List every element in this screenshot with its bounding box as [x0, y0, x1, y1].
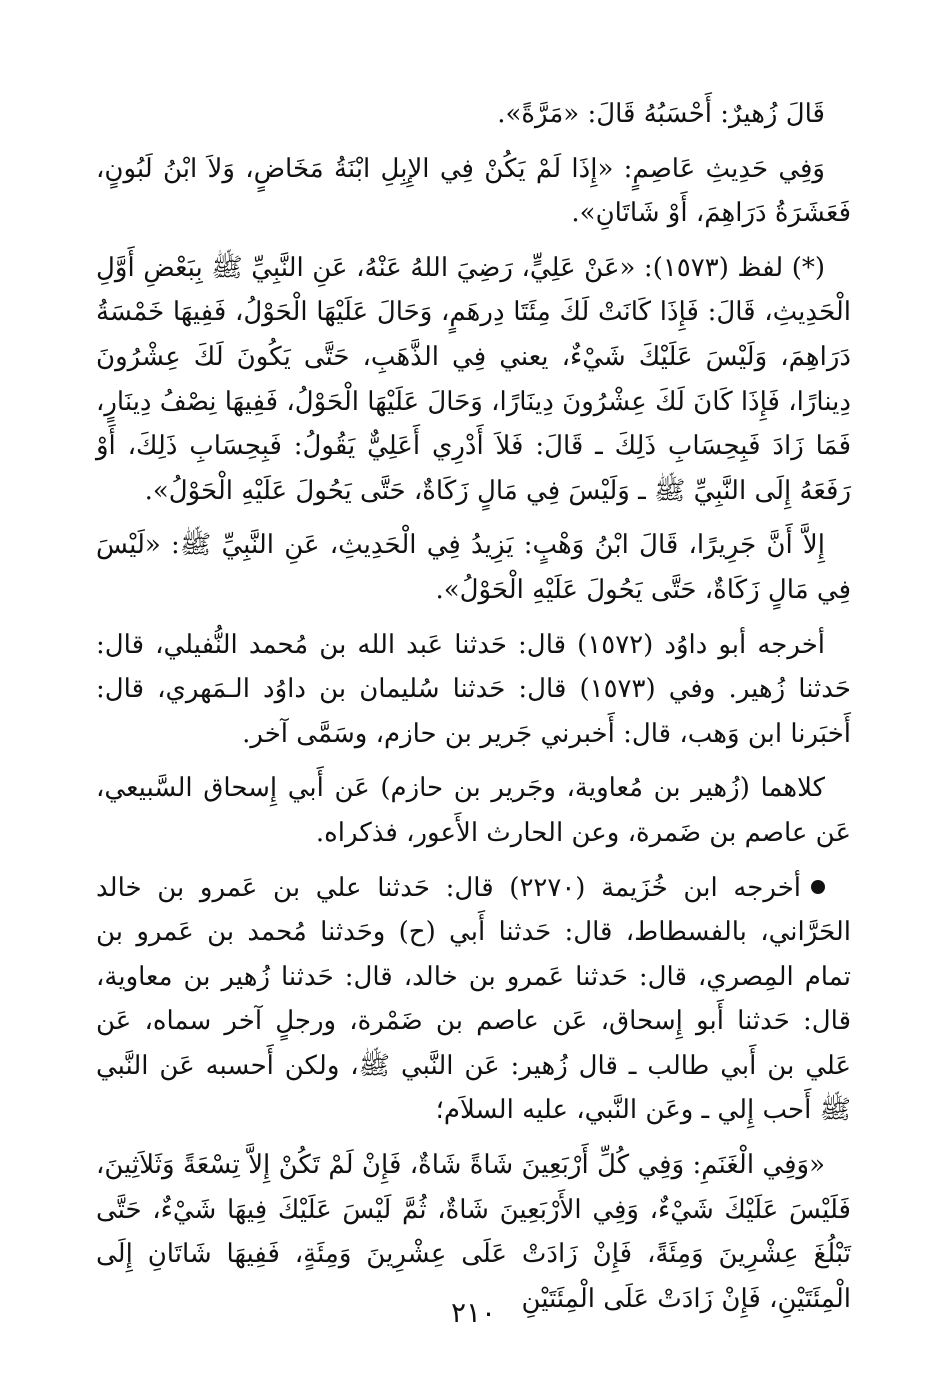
- paragraph-ibn-khuzaymah-text: أخرجه ابن خُزَيمة (٢٢٧٠) قال: حَدثنا علي بن عَمرو بن خالد الحَرَّاني، بالفسطاط، قال: حَدثنا أَبي (ح) وحَدثنا مُحمد بن عَمرو بن تمام المِصري، قال: حَدثنا عَمرو بن خالد، قال: حَدثنا زُهير بن معاوية، قال: حَدثنا أَبو إِسحاق، عَن عاصم بن ضَمْرة، ورجلٍ آخر سماه، عَن عَلي بن أَبي طالب ـ قال زُهير: عَن النَّبي ﷺ، ولكن أَحسبه عَن النَّبي ﷺ أَحب إِلي ـ وعَن النَّبي، عليه السلاَم؛: [96, 872, 851, 1126]
- paragraph-abu-dawud-takhrij: أخرجه أبو داوُد (١٥٧٢) قال: حَدثنا عَبد الله بن مُحمد النُّفيلي، قال: حَدثنا زُهير. وفي (١٥٧٣) قال: حَدثنا سُليمان بن داوُد الـمَهري، قال: أَخبَرنا ابن وَهب، قال: أَخبرني جَرير بن حازم، وسَمَّى آخر.: [96, 629, 851, 749]
- paragraph-zuhair-note: قَالَ زُهيرٌ: أَحْسَبُهُ قَالَ: «مَرَّةً».: [497, 99, 825, 129]
- bullet-icon: [811, 880, 825, 894]
- paragraph-sheep-zakat: «وَفِي الْغَنَمِ: وَفِي كُلِّ أَرْبَعِينَ شَاةً شَاةٌ، فَإِنْ لَمْ تَكُنْ إِلاَّ تِسْعَةً وَثَلاَثِينَ، فَلَيْسَ عَلَيْكَ شَيْءٌ، وَفِي الأَرْبَعِينَ شَاةٌ، ثُمَّ لَيْسَ عَلَيْكَ فِيهَا شَيْءٌ، حَتَّى تَبْلُغَ عِشْرِينَ وَمِئَةً، فَإِنْ زَادَتْ عَلَى عِشْرِينَ وَمِئَةٍ، فَفِيهَا شَاتَانِ إِلَى الْمِئَتَيْنِ، فَإِنْ زَادَتْ عَلَى الْمِئَتَيْنِ: [96, 1150, 851, 1314]
- page-body-text: [96, 92, 851, 1331]
- page-number: ٢١٠: [450, 1296, 497, 1329]
- paragraph-both-narrators: كلاهما (زُهير بن مُعاوية، وجَرير بن حازم) عَن أَبي إِسحاق السَّبيعي، عَن عاصم بن ضَمرة، وعن الحارث الأَعور، فذكراه.: [96, 773, 851, 848]
- paragraph-ibn-khuzaymah-takhrij: [96, 866, 851, 1134]
- paragraph-wording-1573: (*) لفظ (١٥٧٣): «عَنْ عَلِيٍّ، رَضِيَ اللهُ عَنْهُ، عَنِ النَّبِيِّ ﷺ بِبَعْضِ أَوَّلِ الْحَدِيثِ، قَالَ: فَإِذَا كَانَتْ لَكَ مِئَتَا دِرهَمٍ، وَحَالَ عَلَيْهَا الْحَوْلُ، فَفِيهَا خَمْسَةُ دَرَاهِمَ، وَلَيْسَ عَلَيْكَ شَيْءٌ، يعني فِي الذَّهَبِ، حَتَّى يَكُونَ لَكَ عِشْرُونَ دِينارًا، فَإِذَا كَانَ لَكَ عِشْرُونَ دِينَارًا، وَحَالَ عَلَيْهَا الْحَوْلُ، فَفِيهَا نِصْفُ دِينَارٍ، فَمَا زَادَ فَبِحِسَابِ ذَلِكَ ـ قَالَ: فَلاَ أَدْرِي أَعَلِيٌّ يَقُولُ: فَبِحِسَابِ ذَلِكَ، أَوْ رَفَعَهُ إِلَى النَّبِيِّ ﷺ ـ وَلَيْسَ فِي مَالٍ زَكَاةٌ، حَتَّى يَحُولَ عَلَيْهِ الْحَوْلُ».: [95, 252, 851, 506]
- paragraph-asim-hadith: وَفِي حَدِيثِ عَاصِمٍ: «إِذَا لَمْ يَكُنْ فِي الإِبِلِ ابْنَةُ مَخَاضٍ، وَلاَ ابْنُ لَبُونٍ، فَعَشَرَةُ دَرَاهِمَ، أَوْ شَاتَانِ».: [96, 153, 851, 229]
- paragraph-jarir-addition: إِلاَّ أَنَّ جَرِيرًا، قَالَ ابْنُ وَهْبٍ: يَزِيدُ فِي الْحَدِيثِ، عَنِ النَّبِيِّ ﷺ: «لَيْسَ فِي مَالٍ زَكَاةٌ، حَتَّى يَحُولَ عَلَيْهِ الْحَوْلُ».: [96, 530, 851, 605]
